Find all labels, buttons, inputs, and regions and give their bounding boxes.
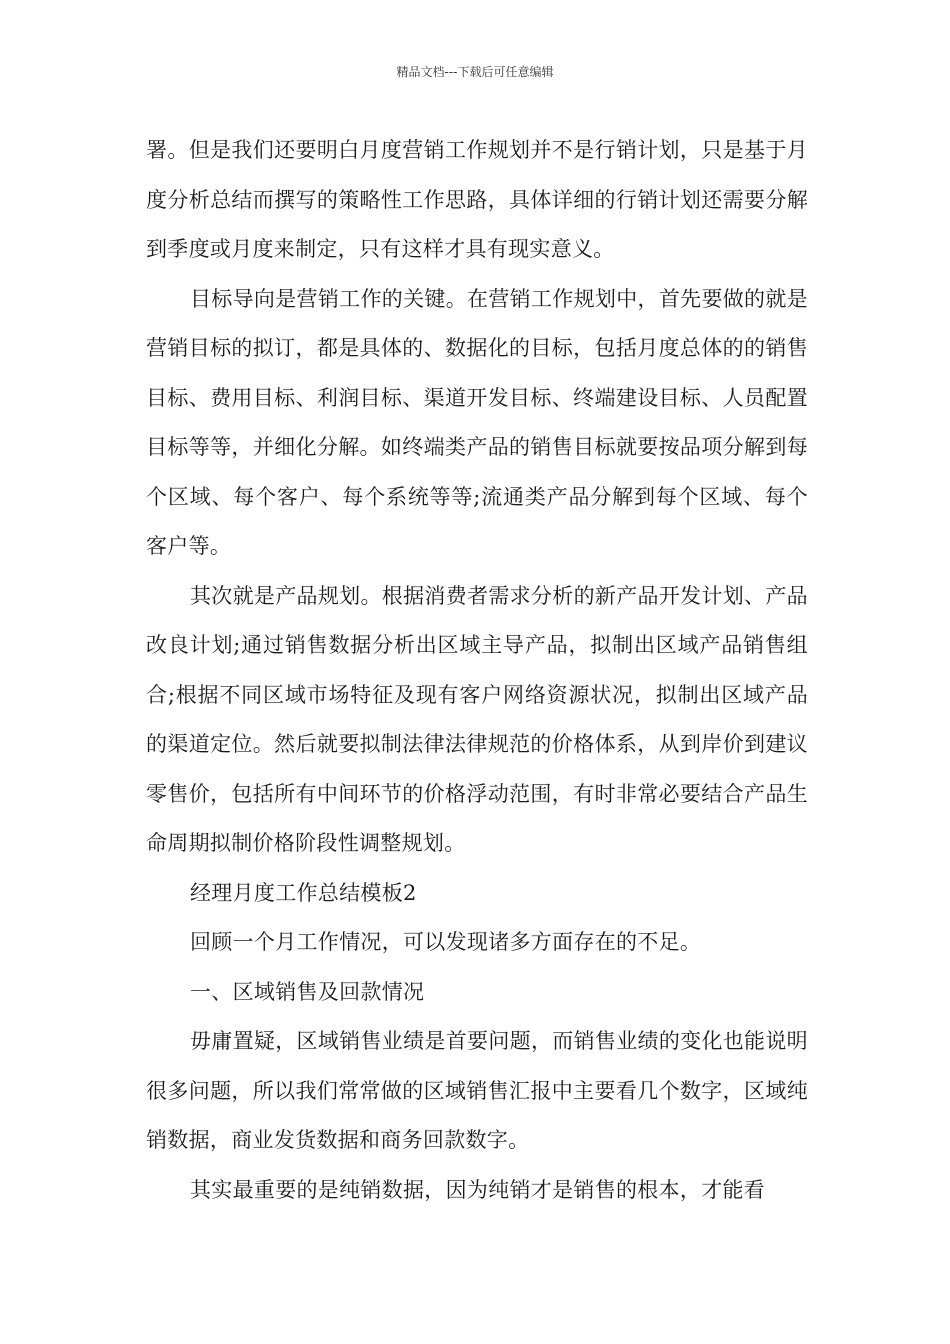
paragraph-1 bbox=[146, 126, 808, 275]
document-body bbox=[146, 126, 808, 1215]
text-line: 目标导向是营销工作的关键。在营销工作规划中，首先要做的 bbox=[190, 286, 766, 311]
text-line: 经理月度工作总结模板2 bbox=[190, 880, 417, 905]
paragraph-7 bbox=[146, 1017, 808, 1166]
text-line: 于月度分析总结而撰写的策略性工作思路，具体详细的行销计划还 bbox=[146, 138, 808, 212]
text-line: 标、人员配置目标等等，并细化分解。如终端类产品的销售目标就 bbox=[146, 385, 808, 459]
paragraph-5 bbox=[146, 918, 808, 968]
text-line: 回顾一个月工作情况，可以发现诸多方面存在的不足。 bbox=[190, 930, 702, 954]
subsection-heading bbox=[146, 968, 808, 1018]
text-line: 需要分解到季度或月度来制定，只有这样才具有现实意义。 bbox=[146, 187, 808, 261]
section-title bbox=[146, 869, 808, 919]
text-line: 的的销售目标、费用目标、利润目标、渠道开发目标、终端建设目 bbox=[146, 336, 808, 410]
text-line: 销售组合;根据不同区域市场特征及现有客户网络资源状况，拟制出 bbox=[146, 633, 808, 707]
text-line: 产品改良计划;通过销售数据分析出区域主导产品，拟制出区域产品 bbox=[146, 583, 808, 657]
text-line: 就是营销目标的拟订，都是具体的、数据化的目标，包括月度总体 bbox=[146, 286, 808, 360]
text-line: 署。但是我们还要明白月度营销工作规划并不是行销计划，只是基 bbox=[146, 138, 766, 162]
text-line: 其次就是产品规划。根据消费者需求分析的新产品开发计划、 bbox=[190, 583, 766, 608]
text-line: 说明很多问题，所以我们常常做的区域销售汇报中主要看几个数字， bbox=[146, 1029, 808, 1103]
text-line: 到岸价到建议零售价，包括所有中间环节的价格浮动范围，有时非 bbox=[146, 732, 808, 806]
text-line: 区域纯销数据，商业发货数据和商务回款数字。 bbox=[146, 1078, 808, 1152]
text-line: 要按品项分解到每个区域、每个客户、每个系统等等;流通类产品分 bbox=[146, 435, 808, 509]
paragraph-3 bbox=[146, 572, 808, 869]
text-line: 一、区域销售及回款情况 bbox=[190, 979, 425, 1004]
page-header: 精品文档---下载后可任意编辑 bbox=[396, 65, 554, 79]
text-line: 解到每个区域、每个客户等。 bbox=[146, 484, 808, 558]
text-line: 毋庸置疑，区域销售业绩是首要问题，而销售业绩的变化也能 bbox=[190, 1029, 766, 1053]
paragraph-2 bbox=[146, 275, 808, 572]
paragraph-8 bbox=[146, 1166, 808, 1216]
text-line: 常必要结合产品生命周期拟制价格阶段性调整规划。 bbox=[146, 781, 808, 855]
text-line: 其实最重要的是纯销数据，因为纯销才是销售的根本，才能看 bbox=[190, 1177, 766, 1202]
text-line: 区域产品的渠道定位。然后就要拟制法律法律规范的价格体系，从 bbox=[146, 682, 808, 756]
